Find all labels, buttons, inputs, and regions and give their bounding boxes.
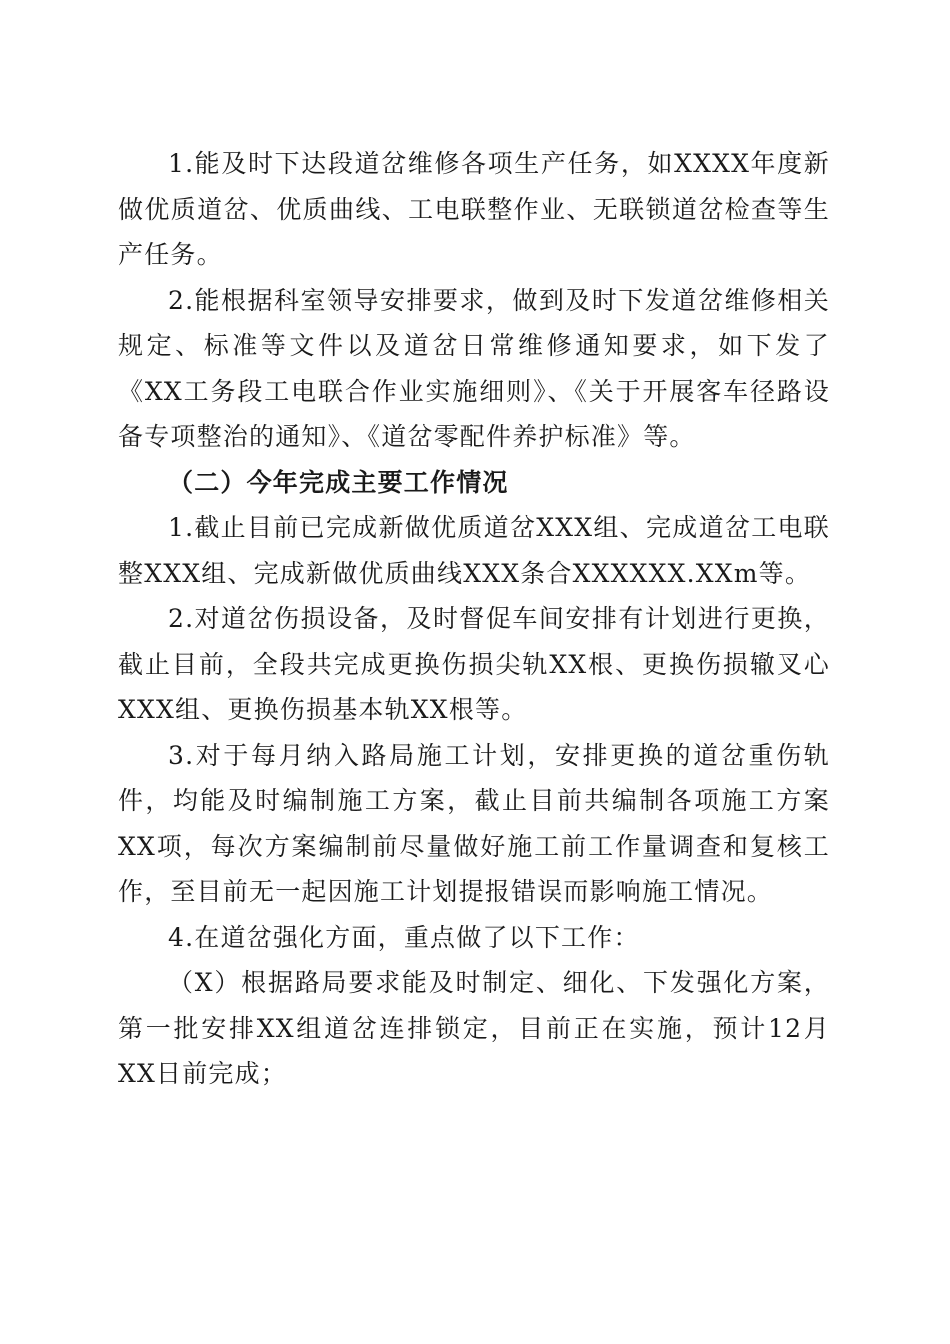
paragraph-2-4-x: （X）根据路局要求能及时制定、细化、下发强化方案，第一批安排XX组道岔连排锁定，目前正在实施，预计12月XX日前完成； bbox=[118, 968, 830, 1088]
paragraph-2-3: 3.对于每月纳入路局施工计划，安排更换的道岔重伤轨件，均能及时编制施工方案，截止目前共编制各项施工方案XX项，每次方案编制前尽量做好施工前工作量调查和复核工作，至目前无一起因施工计划提报错误而影响施工情况。 bbox=[118, 740, 830, 906]
paragraph-1-2: 2.能根据科室领导安排要求，做到及时下发道岔维修相关规定、标准等文件以及道岔日常维修通知要求，如下发了《XX工务段工电联合作业实施细则》、《关于开展客车径路设备专项整治的通知》、《道岔零配件养护标准》等。 bbox=[118, 285, 830, 451]
paragraph-2-2: 2.对道岔伤损设备，及时督促车间安排有计划进行更换，截止目前，全段共完成更换伤损尖轨XX根、更换伤损辙叉心XXX组、更换伤损基本轨XX根等。 bbox=[118, 604, 830, 724]
paragraph-2-4: 4.在道岔强化方面，重点做了以下工作： bbox=[168, 922, 640, 952]
section-heading-2: （二）今年完成主要工作情况 bbox=[168, 467, 509, 497]
paragraph-2-1: 1.截止目前已完成新做优质道岔XXX组、完成道岔工电联整XXX组、完成新做优质曲线XXX条合XXXXXX.XXm等。 bbox=[118, 513, 830, 588]
paragraph-1-1: 1.能及时下达段道岔维修各项生产任务，如XXXX年度新做优质道岔、优质曲线、工电联整作业、无联锁道岔检查等生产任务。 bbox=[118, 149, 830, 269]
document-body bbox=[118, 141, 830, 1097]
